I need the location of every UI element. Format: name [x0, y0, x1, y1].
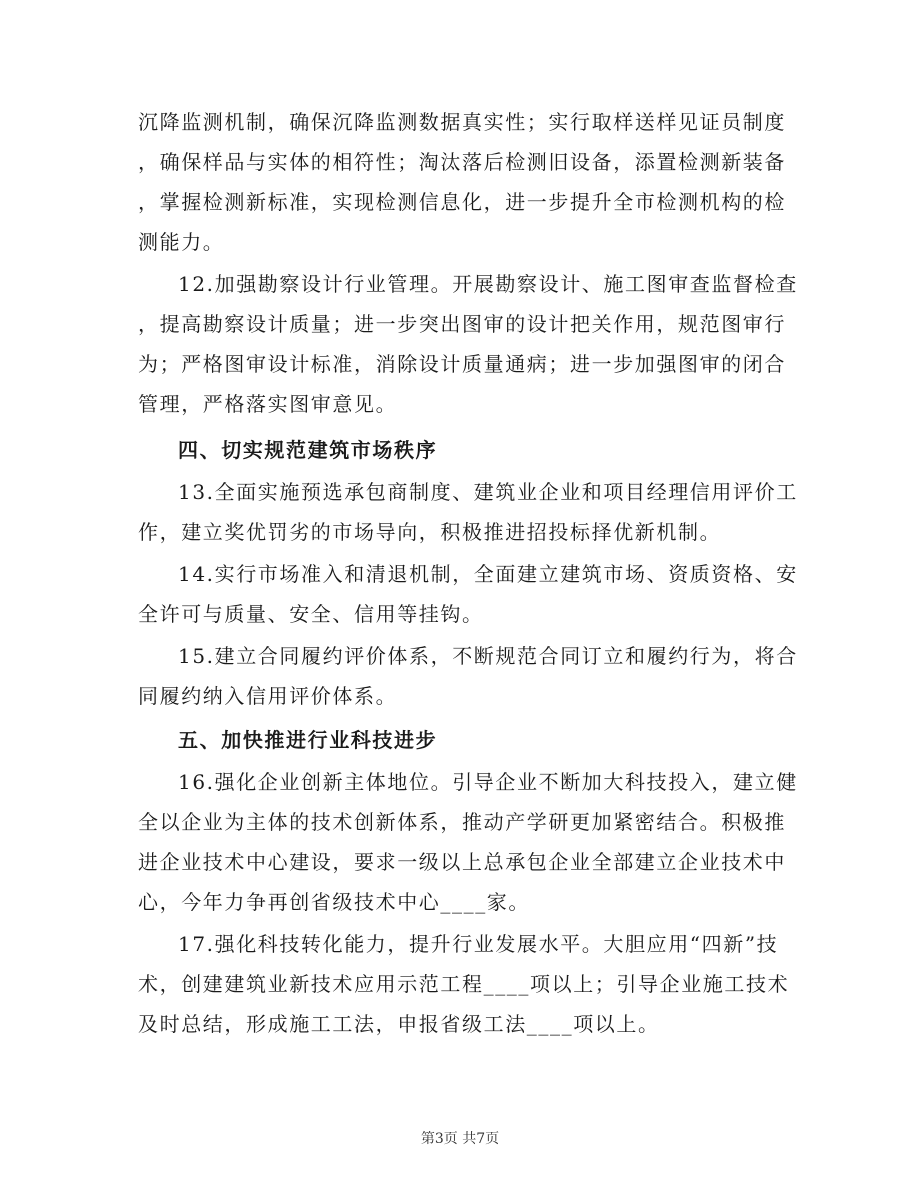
- paragraph-line: 术，创建建筑业新技术应用示范工程____项以上；引导企业施工技术: [138, 972, 790, 996]
- paragraph-line: 12.加强勘察设计行业管理。开展勘察设计、施工图审查监督检查: [178, 272, 798, 296]
- section-heading: 四、切实规范建筑市场秩序: [178, 438, 438, 462]
- paragraph-line: 13.全面实施预选承包商制度、建筑业企业和项目经理信用评价工: [178, 480, 798, 504]
- paragraph-line: 管理，严格落实图审意见。: [138, 392, 398, 416]
- page-number-footer: 第3页 共7页: [420, 1131, 500, 1147]
- paragraph-line: 测能力。: [138, 230, 225, 254]
- paragraph-line: 沉降监测机制，确保沉降监测数据真实性；实行取样送样见证员制度: [138, 110, 786, 134]
- paragraph-line: 全许可与质量、安全、信用等挂钩。: [138, 602, 484, 626]
- paragraph-line: 14.实行市场准入和清退机制，全面建立建筑市场、资质资格、安: [178, 562, 798, 586]
- paragraph-line: ，提高勘察设计质量；进一步突出图审的设计把关作用，规范图审行: [138, 312, 786, 336]
- paragraph-line: 进企业技术中心建设，要求一级以上总承包企业全部建立企业技术中: [138, 850, 786, 874]
- paragraph-line: 作，建立奖优罚劣的市场导向，积极推进招投标择优新机制。: [138, 520, 722, 544]
- paragraph-line: 为；严格图审设计标准，消除设计质量通病；进一步加强图审的闭合: [138, 352, 786, 376]
- paragraph-line: 15.建立合同履约评价体系，不断规范合同订立和履约行为，将合: [178, 644, 798, 668]
- paragraph-line: ，掌握检测新标准，实现检测信息化，进一步提升全市检测机构的检: [138, 190, 786, 214]
- paragraph-line: 16.强化企业创新主体地位。引导企业不断加大科技投入，建立健: [178, 770, 798, 794]
- paragraph-line: 17.强化科技转化能力，提升行业发展水平。大胆应用“四新”技: [178, 932, 779, 956]
- paragraph-line: ，确保样品与实体的相符性；淘汰落后检测旧设备，添置检测新装备: [138, 150, 786, 174]
- paragraph-line: 全以企业为主体的技术创新体系，推动产学研更加紧密结合。积极推: [138, 810, 786, 834]
- paragraph-line: 同履约纳入信用评价体系。: [138, 684, 398, 708]
- paragraph-line: 及时总结，形成施工工法，申报省级工法____项以上。: [138, 1012, 660, 1036]
- section-heading: 五、加快推进行业科技进步: [178, 728, 438, 752]
- paragraph-line: 心，今年力争再创省级技术中心____家。: [138, 890, 530, 914]
